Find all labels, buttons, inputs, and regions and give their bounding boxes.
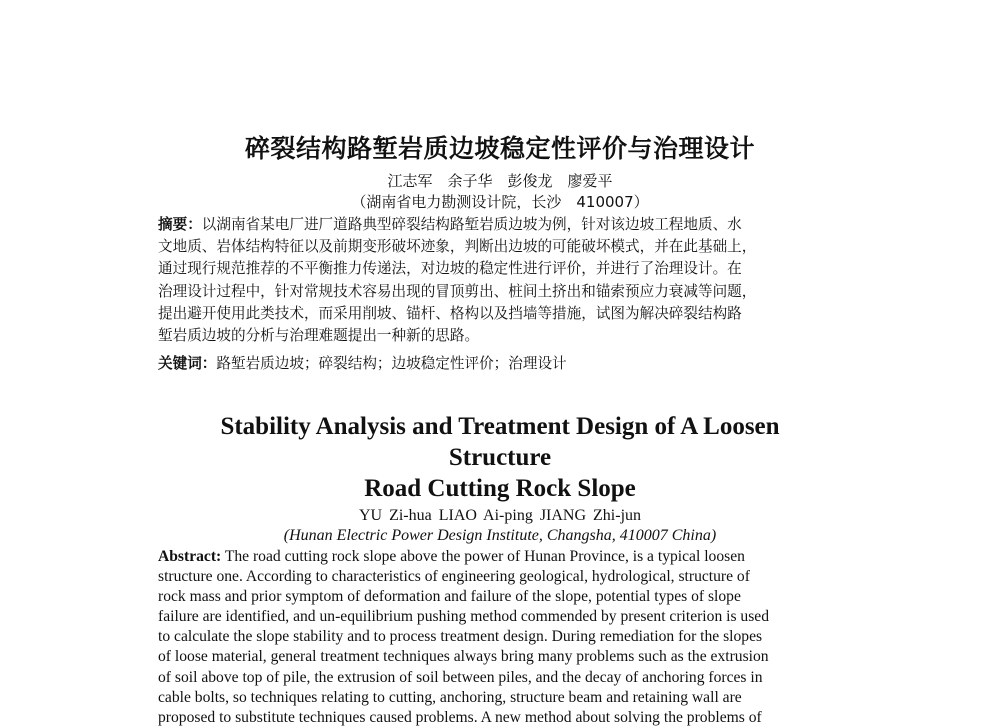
english-title <box>0 411 1000 504</box>
chinese-abstract-line-3: 通过现行规范推荐的不平衡推力传递法，对边坡的稳定性进行评价，并进行了治理设计。在 <box>158 260 742 278</box>
chinese-abstract-line-5: 提出避开使用此类技术，而采用削坡、锚杆、格构以及挡墙等措施，试图为解决碎裂结构路 <box>158 304 742 322</box>
chinese-keywords <box>158 353 854 375</box>
english-abstract-line-8: cable bolts, so techniques relating to cutting, anchoring, structure beam and retaining wall are <box>158 688 742 706</box>
english-authors: YU Zi-hua LIAO Ai-ping JIANG Zhi-jun <box>358 507 642 524</box>
english-affiliation: (Hunan Electric Power Design Institute, Changsha, 410007 China) <box>283 527 717 544</box>
english-title-line-2: Structure <box>448 444 552 471</box>
chinese-abstract-label: 摘要： <box>158 216 202 233</box>
english-abstract-line-9: proposed to substitute techniques caused problems. A new method about solving the problems of <box>158 708 762 726</box>
english-abstract-line-5: to calculate the slope stability and to process treatment design. During remediation for the slopes <box>158 628 763 646</box>
english-abstract <box>158 547 858 728</box>
chinese-abstract-line-1 <box>158 214 854 236</box>
english-abstract-line-7: of soil above top of pile, the extrusion of soil between piles, and the decay of anchoring forces in <box>158 668 763 686</box>
english-abstract-text: The road cutting rock slope above the power of Hunan Province, is a typical loosen <box>221 548 745 565</box>
chinese-abstract-line-6: 堑岩质边坡的分析与治理难题提出一种新的思路。 <box>158 327 480 345</box>
english-abstract-line-4: failure are identified, and un-equilibrium pushing method commended by present criterion is used <box>158 608 770 626</box>
chinese-keywords-label: 关键词： <box>158 355 217 372</box>
chinese-title: 碎裂结构路堑岩质边坡稳定性评价与治理设计 <box>244 134 755 163</box>
chinese-abstract-line-4: 治理设计过程中，针对常规技术容易出现的冒顶剪出、桩间土挤出和锚索预应力衰减等问题， <box>158 282 757 300</box>
chinese-affiliation: （湖南省电力勘测设计院，长沙 410007） <box>351 193 649 211</box>
english-abstract-line-6: of loose material, general treatment techniques always bring many problems such as the extrusion <box>158 648 769 666</box>
english-title-line-3: Road Cutting Rock Slope <box>364 475 636 502</box>
chinese-keywords-text: 路堑岩质边坡；碎裂结构；边坡稳定性评价；治理设计 <box>216 355 567 372</box>
english-abstract-line-1 <box>158 547 858 567</box>
chinese-authors: 江志军 余子华 彭俊龙 廖爱平 <box>387 172 613 190</box>
chinese-abstract-text: 以湖南省某电厂进厂道路典型碎裂结构路堑岩质边坡为例，针对该边坡工程地质、水 <box>201 216 742 233</box>
english-abstract-line-3: rock mass and prior symptom of deformation and failure of the slope, potential types of slope <box>158 588 741 606</box>
chinese-abstract <box>158 214 854 347</box>
english-title-line-1: Stability Analysis and Treatment Design of A Loosen <box>220 413 780 440</box>
english-abstract-line-2: structure one. According to characteristics of engineering geological, hydrological, structure of <box>158 568 750 586</box>
english-abstract-label: Abstract: <box>158 548 222 565</box>
chinese-abstract-line-2: 文地质、岩体结构特征以及前期变形破坏迹象，判断出边坡的可能破坏模式，并在此基础上， <box>158 238 757 256</box>
